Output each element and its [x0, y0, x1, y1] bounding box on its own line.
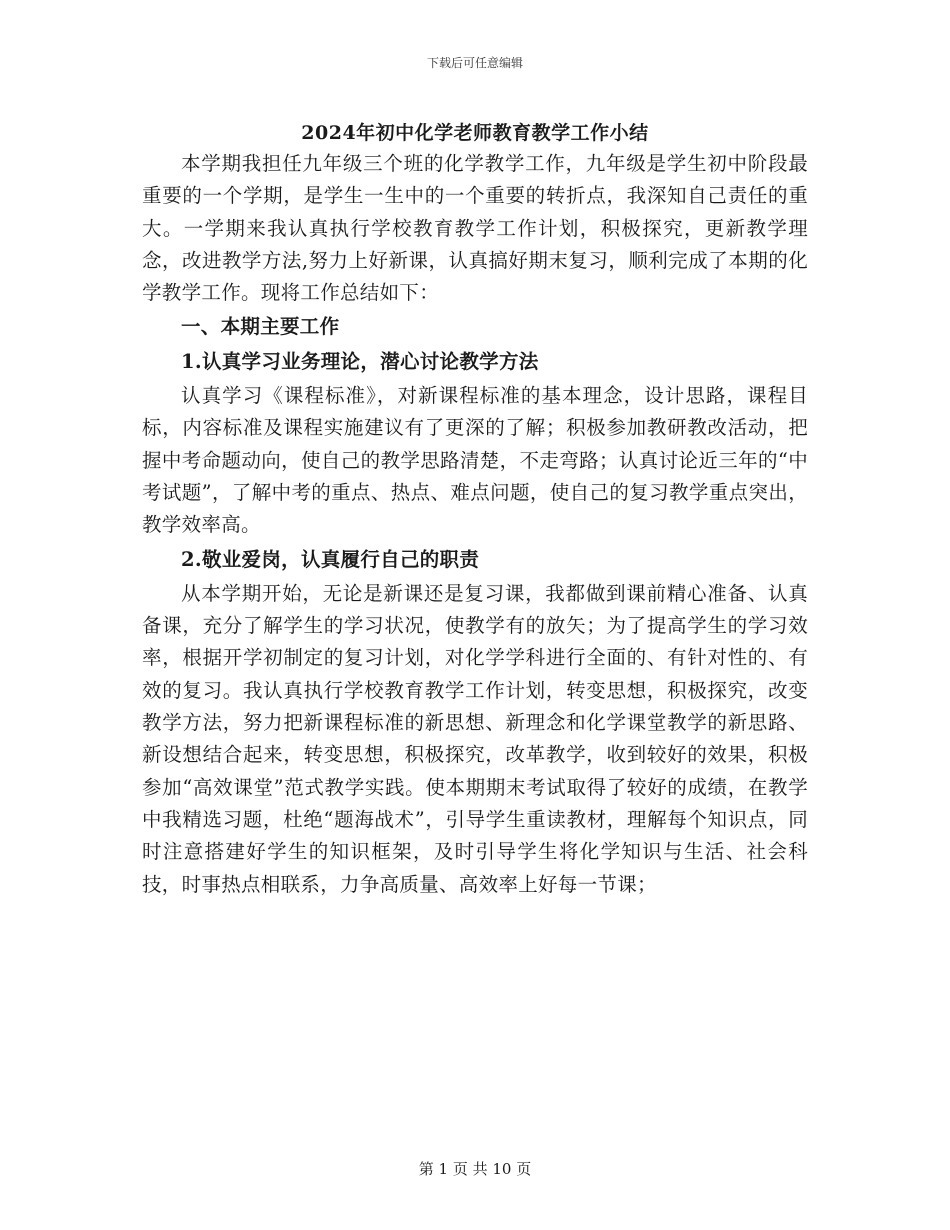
subsection-paragraph-study-theory: 认真学习《课程标准》，对新课程标准的基本理念，设计思路，课程目标，内容标准及课程实施建议有了更深的了解；积极参加教研教改活动，把握中考命题动向，使自己的教学思路清楚，不走弯路；认真讨论近三年的“中考试题”，了解中考的重点、热点、难点问题，使自己的复习教学重点突出，教学效率高。 — [142, 384, 808, 537]
document-title: 2024年初中化学老师教育教学工作小结 — [301, 122, 649, 144]
page-footer-number: 第 1 页 共 10 页 — [418, 1160, 532, 1178]
intro-paragraph: 本学期我担任九年级三个班的化学教学工作，九年级是学生初中阶段最重要的一个学期，是学生一生中的一个重要的转折点，我深知自己责任的重大。一学期来我认真执行学校教育教学工作计划，积极探究，更新教学理念，改进教学方法,努力上好新课，认真搞好期末复习，顺利完成了本期的化学教学工作。现将工作总结如下： — [142, 152, 808, 305]
subsection-heading-study-theory: 1.认真学习业务理论，潜心讨论教学方法 — [181, 349, 539, 373]
section-heading-main-work: 一、本期主要工作 — [181, 315, 340, 339]
subsection-paragraph-dedication: 从本学期开始，无论是新课还是复习课，我都做到课前精心准备、认真备课，充分了解学生的学习状况，使教学有的放矢；为了提高学生的学习效率，根据开学初制定的复习计划，对化学学科进行全面的、有针对性的、有效的复习。我认真执行学校教育教学工作计划，转变思想，积极探究，改变教学方法，努力把新课程标准的新思想、新理念和化学课堂教学的新思路、新设想结合起来，转变思想，积极探究，改革教学，收到较好的效果，积极参加“高效课堂”范式教学实践。使本期期末考试取得了较好的成绩，在教学中我精选习题，杜绝“题海战术”，引导学生重读教材，理解每个知识点，同时注意搭建好学生的知识框架，及时引导学生将化学知识与生活、社会科技，时事热点相联系，力争高质量、高效率上好每一节课； — [142, 581, 808, 896]
subsection-heading-dedication: 2.敬业爱岗，认真履行自己的职责 — [181, 547, 480, 571]
page-header-note: 下载后可任意编辑 — [426, 56, 523, 70]
document-body — [142, 148, 808, 901]
